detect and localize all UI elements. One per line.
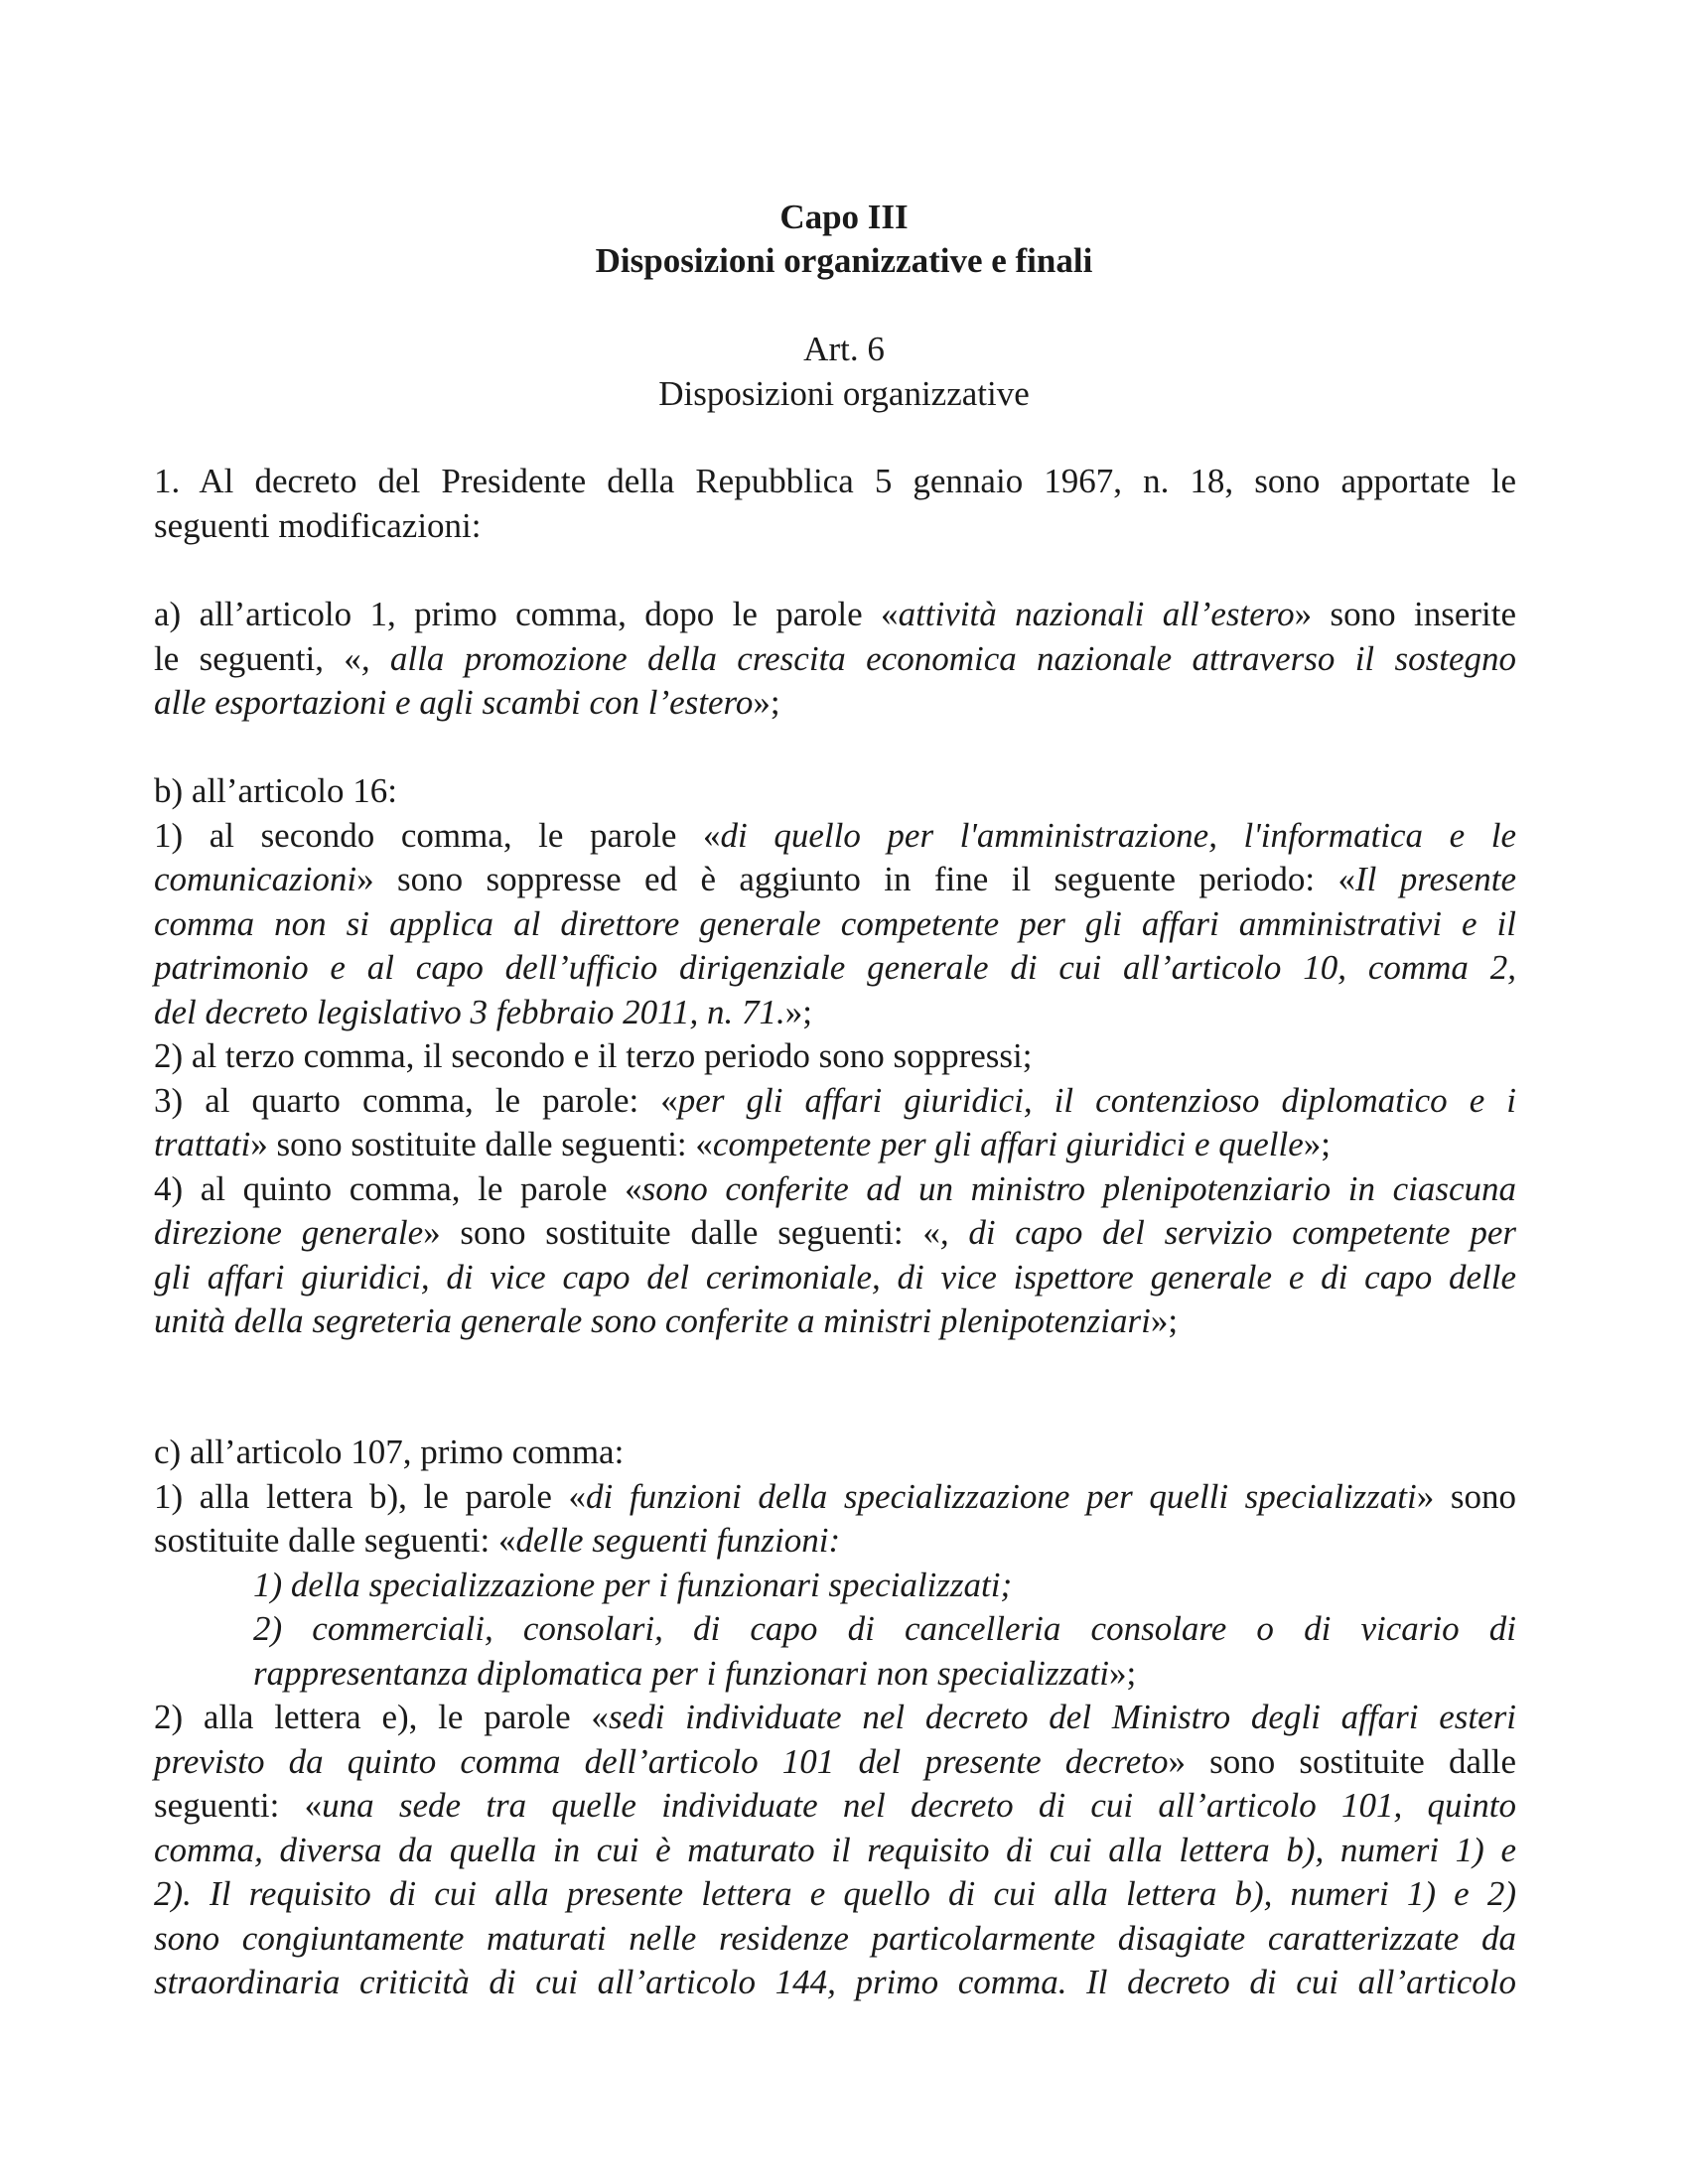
text-line: sono congiuntamente maturati nelle residenze particolarmente disagiate caratterizzate da: [154, 1918, 1516, 1958]
text-line: 1) al secondo comma, le parole «di quello per l'amministrazione, l'informatica e le: [154, 815, 1516, 855]
text-line: le seguenti, «, alla promozione della crescita economica nazionale attraverso il sostegno: [154, 638, 1516, 678]
article-number: Art. 6: [803, 330, 885, 368]
paragraph-1: [154, 460, 1516, 548]
text-line: 4) al quinto comma, le parole «sono conferite ad un ministro plenipotenziario in ciascuna: [154, 1168, 1516, 1208]
text-line: 1) alla lettera b), le parole «di funzioni della specializzazione per quelli specializzati» sono: [154, 1476, 1517, 1516]
item-a: [154, 593, 1516, 726]
text-line: 2) commerciali, consolari, di capo di cancelleria consolare o di vicario di: [253, 1609, 1516, 1648]
text-line: alle esportazioni e agli scambi con l’estero»;: [154, 683, 780, 722]
text-line: unità della segreteria generale sono conferite a ministri plenipotenziari»;: [154, 1301, 1179, 1340]
text-line: 2). Il requisito di cui alla presente lettera e quello di cui alla lettera b), numeri 1) e 2): [154, 1874, 1516, 1913]
text-line: 2) alla lettera e), le parole «sedi individuate nel decreto del Ministro degli affari esteri: [154, 1698, 1516, 1736]
text-line: seguenti modificazioni:: [154, 505, 482, 545]
text-line: gli affari giuridici, di vice capo del cerimoniale, di vice ispettore generale e di capo delle: [154, 1257, 1516, 1297]
chapter-number: Capo III: [779, 198, 909, 236]
text-line: 1. Al decreto del Presidente della Repubblica 5 gennaio 1967, n. 18, sono apportate le: [154, 462, 1516, 500]
text-line: seguenti: «una sede tra quelle individuate nel decreto di cui all’articolo 101, quinto: [154, 1786, 1516, 1825]
item-heading: b) all’articolo 16:: [154, 771, 397, 810]
text-line: comunicazioni» sono soppresse ed è aggiunto in fine il seguente periodo: «Il presente: [154, 860, 1517, 898]
text-line: trattati» sono sostituite dalle seguenti: «competente per gli affari giuridici e quelle»;: [154, 1125, 1332, 1163]
text-line: patrimonio e al capo dell’ufficio dirigenziale generale di cui all’articolo 10, comma 2,: [154, 948, 1516, 987]
text-line: rappresentanza diplomatica per i funzionari non specializzati»;: [253, 1653, 1137, 1693]
chapter-title: Disposizioni organizzative e finali: [595, 241, 1093, 280]
item-heading: c) all’articolo 107, primo comma:: [154, 1433, 625, 1471]
text-line: straordinaria criticità di cui all’articolo 144, primo comma. Il decreto di cui all’articolo: [154, 1963, 1516, 2001]
text-line: comma, diversa da quella in cui è maturato il requisito di cui alla lettera b), numeri 1) e: [154, 1830, 1516, 1869]
text-line: comma non si applica al direttore generale competente per gli affari amministrativi e il: [154, 903, 1516, 943]
text-line: 1) della specializzazione per i funzionari specializzati;: [253, 1565, 1013, 1604]
text-line: direzione generale» sono sostituite dalle seguenti: «, di capo del servizio competente per: [154, 1213, 1516, 1252]
article-title: Disposizioni organizzative: [658, 374, 1030, 413]
item-b: [154, 769, 1516, 1344]
text-line: 3) al quarto comma, le parole: «per gli affari giuridici, il contenzioso diplomatico e i: [154, 1080, 1517, 1120]
text-line: previsto da quinto comma dell’articolo 101 del presente decreto» sono sostituite dalle: [154, 1741, 1516, 1781]
text-line: del decreto legislativo 3 febbraio 2011, n. 71.»;: [154, 992, 812, 1031]
text-line: 2) al terzo comma, il secondo e il terzo periodo sono soppressi;: [154, 1036, 1033, 1075]
item-c: [154, 1431, 1516, 2005]
text-line: a) all’articolo 1, primo comma, dopo le parole «attività nazionali all’estero» sono inserite: [154, 595, 1516, 633]
text-line: sostituite dalle seguenti: «delle seguenti funzioni:: [154, 1521, 841, 1560]
